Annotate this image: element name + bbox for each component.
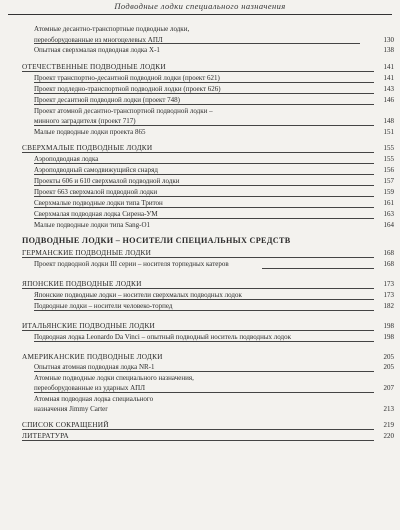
toc-entry-page: 151 — [383, 128, 394, 136]
toc-entry-title: назначения Jimmy Carter — [34, 405, 108, 413]
toc-entry-title: Проект транспортно-десантной подводной лодки (проект 621) — [34, 74, 220, 82]
toc-entry-title: Проект подводной лодки III серии – носителя торпедных катеров — [34, 260, 229, 268]
toc-line — [22, 429, 374, 430]
toc-entry-title: Подводная лодка Leonardo Da Vinci – опытный подводный носитель подводных лодок — [34, 333, 292, 341]
toc-entry-title: Проект 663 сверхмалой подводной лодки — [34, 188, 158, 196]
toc-entry-page: 130 — [383, 36, 394, 44]
toc-entry — [0, 106, 400, 116]
toc-line — [262, 268, 374, 269]
toc-entry-title: Проект атомной десантно-транспортной подводной лодки – — [34, 107, 213, 115]
toc-chapter-heading — [0, 236, 400, 246]
toc-entry-page: 198 — [383, 333, 394, 341]
toc-line — [34, 207, 374, 208]
toc-section-page: 141 — [383, 63, 394, 71]
toc-line — [34, 125, 374, 126]
toc-entry-title: переоборудованные из многоцелевых АПЛ — [34, 36, 163, 44]
toc-section-page: 198 — [383, 322, 394, 330]
toc-line — [34, 43, 360, 44]
toc-entry-page: 161 — [383, 199, 394, 207]
toc-section-title: ОТЕЧЕСТВЕННЫЕ ПОДВОДНЫЕ ЛОДКИ — [22, 62, 166, 71]
running-header: Подводные лодки специального назначения — [8, 0, 392, 15]
toc-entry-title: Сверхмалые подводные лодки типа Тритон — [34, 199, 163, 207]
toc-line — [22, 71, 374, 72]
toc-entry-title: Подводные лодки – носители человеко-торпед — [34, 302, 173, 310]
toc-section-title: АМЕРИКАНСКИЕ ПОДВОДНЫЕ ЛОДКИ — [22, 352, 163, 361]
toc-line — [34, 299, 374, 300]
toc-line — [34, 392, 374, 393]
toc-entry-page: 168 — [383, 260, 394, 268]
toc-section-page: 168 — [383, 249, 394, 257]
toc-section-page: 220 — [383, 432, 394, 440]
toc-line — [34, 82, 374, 83]
toc-section-page: 205 — [383, 353, 394, 361]
toc-entry-title: Аэроподводная лодка — [34, 155, 99, 163]
toc-entry-page: 182 — [383, 302, 394, 310]
toc-entry — [0, 220, 400, 230]
toc-entry-page: 155 — [383, 155, 394, 163]
toc-entry-title: Опытная сверхмалая подводная лодка Х-1 — [34, 46, 160, 54]
toc-entry-page: 138 — [383, 46, 394, 54]
toc-entry-title: Опытная атомная подводная лодка NR-1 — [34, 363, 155, 371]
toc-section-title: СПИСОК СОКРАЩЕНИЙ — [22, 420, 109, 429]
toc-entry-title: Сверхмалая подводная лодка Сирена-УМ — [34, 210, 158, 218]
toc-section-page: 155 — [383, 144, 394, 152]
toc-entry-page: 163 — [383, 210, 394, 218]
toc-entry-page: 148 — [383, 117, 394, 125]
toc-entry-title: Атомная подводная лодка специального — [34, 395, 154, 403]
toc-line — [34, 371, 374, 372]
toc-entry — [0, 404, 400, 414]
toc-entry — [0, 373, 400, 383]
toc-entry-page: 143 — [383, 85, 394, 93]
toc-section-page: 173 — [383, 280, 394, 288]
toc-entry — [0, 24, 400, 34]
toc-section-title: ЛИТЕРАТУРА — [22, 431, 69, 440]
toc-entry-page: 205 — [383, 363, 394, 371]
toc-section-title: ГЕРМАНСКИЕ ПОДВОДНЫЕ ЛОДКИ — [22, 248, 152, 257]
toc-line — [22, 440, 374, 441]
toc-line — [34, 185, 374, 186]
toc-entry — [0, 127, 400, 137]
toc-chapter-title: ПОДВОДНЫЕ ЛОДКИ – НОСИТЕЛИ СПЕЦИАЛЬНЫХ СРЕДСТВ — [22, 236, 291, 245]
toc-entry-title: Аэроподводный самодвижущийся снаряд — [34, 166, 158, 174]
toc-entry-title: Проект подледно-транспортной подводной лодки (проект 626) — [34, 85, 221, 93]
toc-entry-page: 213 — [383, 405, 394, 413]
toc-line — [22, 288, 374, 289]
toc-line — [34, 310, 374, 311]
toc-line — [34, 104, 374, 105]
toc-section-title: СВЕРХМАЛЫЕ ПОДВОДНЫЕ ЛОДКИ — [22, 143, 153, 152]
toc-section-title: ЯПОНСКИЕ ПОДВОДНЫЕ ЛОДКИ — [22, 279, 142, 288]
toc-entry-title: Малые подводные лодки типа Sang-O1 — [34, 221, 151, 229]
toc-line — [34, 163, 374, 164]
toc-entry-title: Малые подводные лодки проекта 865 — [34, 128, 146, 136]
toc-entry-title: переоборудованные из ударных АПЛ — [34, 384, 145, 392]
toc-line — [34, 174, 374, 175]
toc-section-heading — [0, 352, 400, 362]
toc-entry — [0, 394, 400, 404]
toc-entry-page: 159 — [383, 188, 394, 196]
toc-entry-title: Японские подводные лодки – носители сверхмалых подводных лодок — [34, 291, 242, 299]
toc-line — [34, 93, 374, 94]
toc-entry-page: 157 — [383, 177, 394, 185]
toc-line — [22, 257, 374, 258]
toc-section-page: 219 — [383, 421, 394, 429]
toc-entry-page: 173 — [383, 291, 394, 299]
toc-line — [34, 341, 374, 342]
toc-entry — [0, 45, 400, 55]
toc-line — [34, 196, 374, 197]
toc-section-title: ИТАЛЬЯНСКИЕ ПОДВОДНЫЕ ЛОДКИ — [22, 321, 155, 330]
toc-entry-title: Атомные десантно-транспортные подводные лодки, — [34, 25, 190, 33]
toc-entry-page: 207 — [383, 384, 394, 392]
toc-entry-title: минного заградителя (проект 717) — [34, 117, 136, 125]
toc-entry-page: 164 — [383, 221, 394, 229]
toc-line — [34, 218, 374, 219]
toc-entry-title: Атомные подводные лодки специального назначения, — [34, 374, 194, 382]
toc-entry-page: 141 — [383, 74, 394, 82]
toc-entry-title: Проекты 606 и 610 сверхмалой подводной лодки — [34, 177, 180, 185]
toc-entry-page: 156 — [383, 166, 394, 174]
toc-entry-title: Проект десантной подводной лодки (проект 748) — [34, 96, 180, 104]
toc-entry-page: 146 — [383, 96, 394, 104]
toc-line — [22, 152, 374, 153]
toc-line — [22, 330, 374, 331]
